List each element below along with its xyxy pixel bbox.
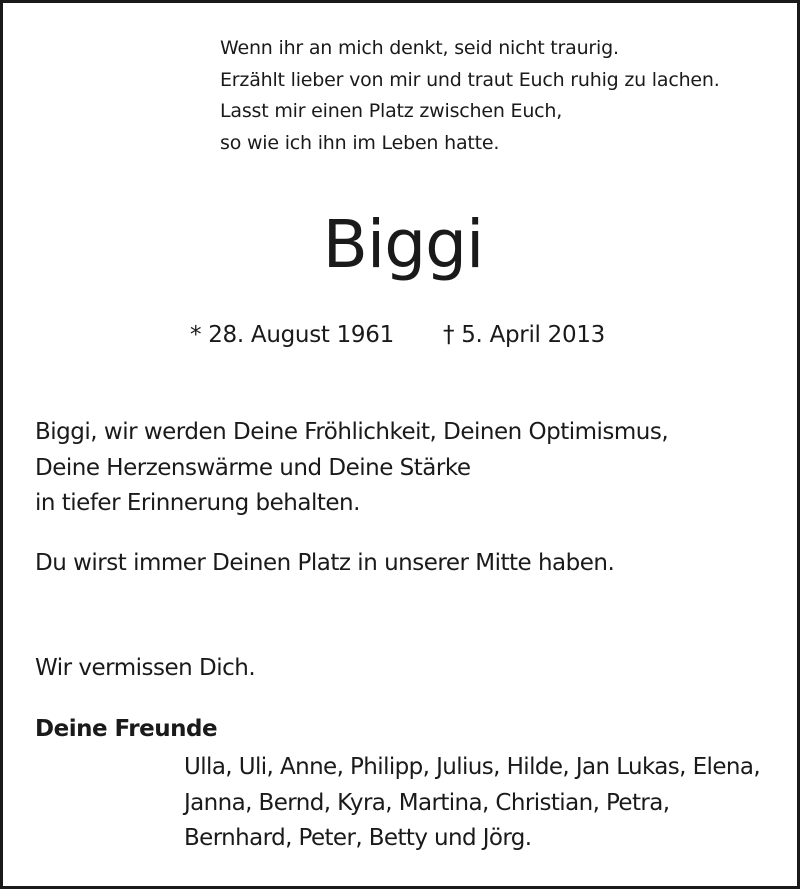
signature-heading: Deine Freunde [35, 716, 218, 742]
birth-date: * 28. August 1961 [190, 322, 394, 348]
poem-line: Lasst mir einen Platz zwischen Euch, [220, 100, 563, 122]
tribute-line: in tiefer Erinnerung behalten. [35, 490, 360, 516]
death-date: † 5. April 2013 [443, 322, 605, 348]
poem-verse [220, 33, 720, 159]
tribute-paragraph [35, 415, 668, 522]
tribute-line: Deine Herzenswärme und Deine Stärke [35, 454, 471, 481]
place-line: Du wirst immer Deinen Platz in unserer Mitte haben. [35, 550, 615, 576]
poem-line: Erzählt lieber von mir und traut Euch ruhig zu lachen. [220, 68, 720, 91]
poem-line: Wenn ihr an mich denkt, seid nicht traurig. [220, 37, 619, 59]
place-paragraph [35, 546, 614, 582]
poem-line: so wie ich ihn im Leben hatte. [220, 131, 500, 154]
friends-names [184, 750, 760, 857]
names-line: Janna, Bernd, Kyra, Martina, Christian, Petra, [184, 789, 670, 816]
closing-text: Wir vermissen Dich. [35, 655, 256, 681]
names-line: Bernhard, Peter, Betty und Jörg. [184, 825, 532, 851]
deceased-name: Biggi [322, 206, 484, 283]
names-line: Ulla, Uli, Anne, Philipp, Julius, Hilde, Jan Lukas, Elena, [184, 754, 761, 780]
tribute-line: Biggi, wir werden Deine Fröhlichkeit, Deinen Optimismus, [35, 419, 669, 445]
closing-line [35, 651, 255, 687]
